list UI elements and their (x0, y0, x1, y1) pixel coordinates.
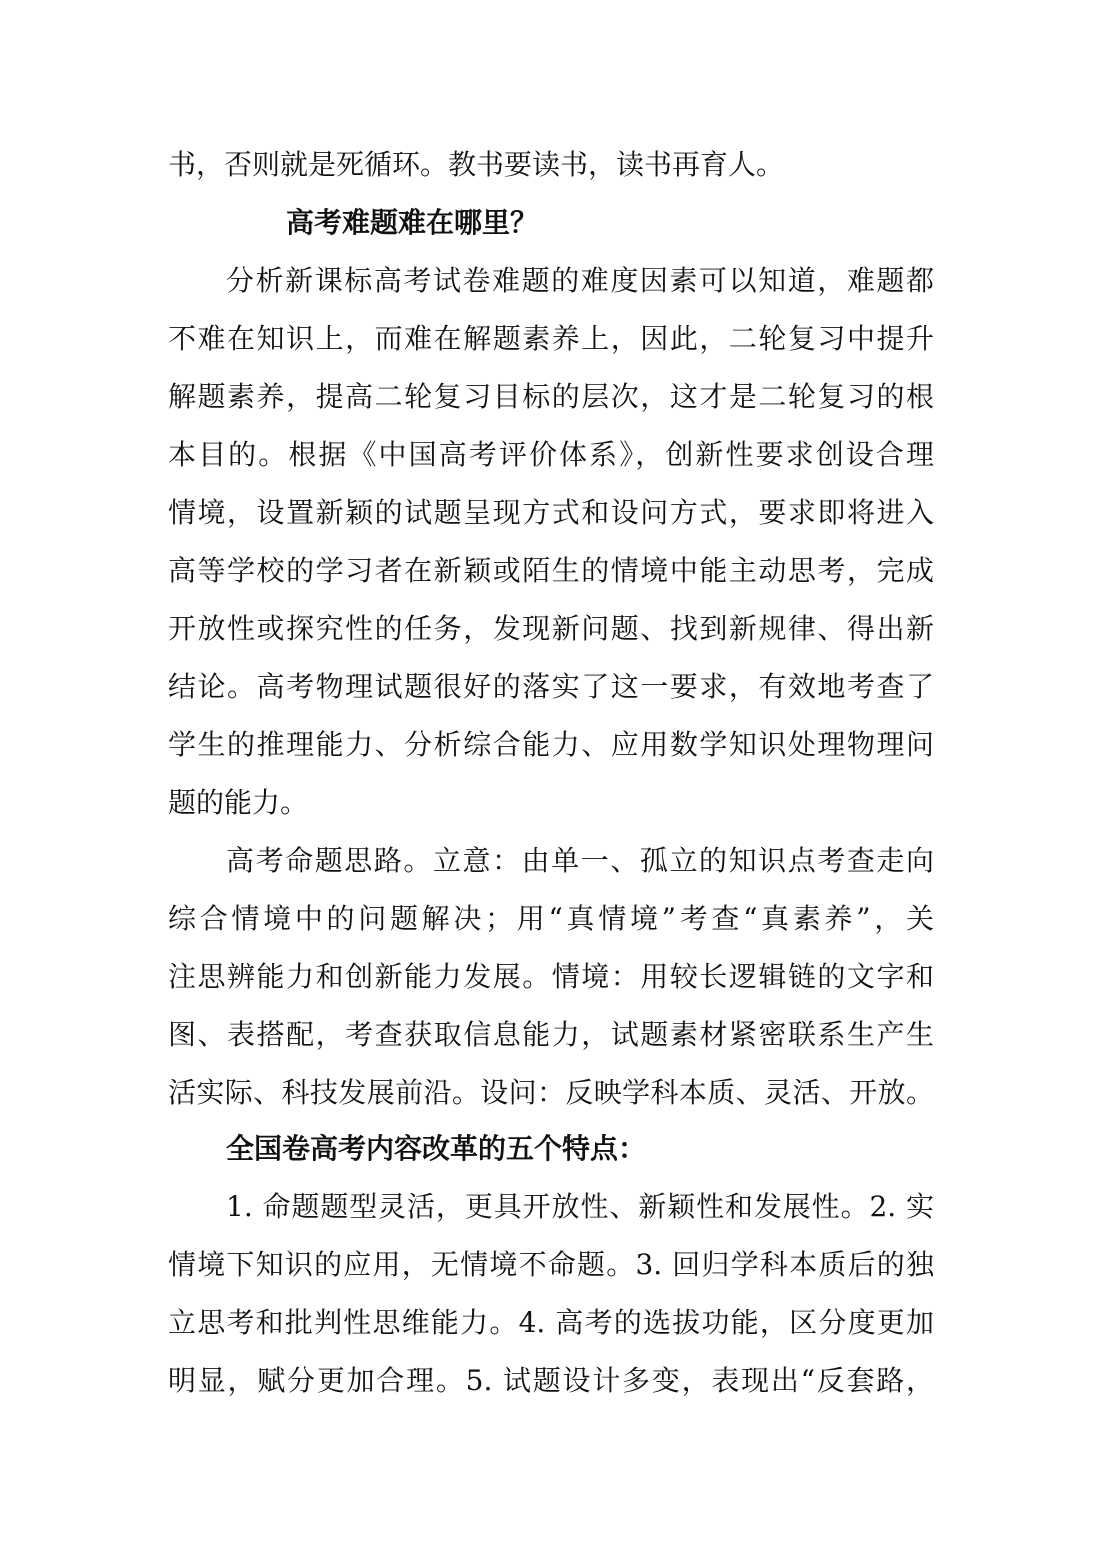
paragraph-line: 不难在知识上，而难在解题素养上，因此，二轮复习中提升 (168, 322, 934, 355)
paragraph-line: 图、表搭配，考查获取信息能力，试题素材紧密联系生产生 (168, 1018, 934, 1051)
paragraph-line: 本目的。根据《中国高考评价体系》，创新性要求创设合理 (168, 438, 934, 471)
paragraph-line: 学生的推理能力、分析综合能力、应用数学知识处理物理问 (168, 728, 934, 761)
paragraph-line: 立思考和批判性思维能力。4. 高考的选拔功能，区分度更加 (168, 1306, 934, 1339)
paragraph-line: 高考命题思路。立意：由单一、孤立的知识点考查走向 (226, 844, 934, 877)
paragraph-line: 活实际、科技发展前沿。设问：反映学科本质、灵活、开放。 (168, 1076, 934, 1109)
paragraph-line: 综合情境中的问题解决；用“真情境”考查“真素养”，关 (168, 902, 934, 935)
paragraph-line: 1. 命题题型灵活，更具开放性、新颖性和发展性。2. 实 (226, 1190, 934, 1223)
paragraph-line: 解题素养，提高二轮复习目标的层次，这才是二轮复习的根 (168, 380, 934, 413)
section-heading: 高考难题难在哪里？ (286, 206, 539, 239)
section-heading: 全国卷高考内容改革的五个特点： (226, 1132, 647, 1165)
paragraph-line: 情境下知识的应用，无情境不命题。3. 回归学科本质后的独 (168, 1248, 934, 1281)
paragraph-line: 高等学校的学习者在新颖或陌生的情境中能主动思考，完成 (168, 554, 934, 587)
paragraph-line: 明显，赋分更加合理。5. 试题设计多变，表现出“反套路， (168, 1364, 934, 1397)
paragraph-line: 开放性或探究性的任务，发现新问题、找到新规律、得出新 (168, 612, 934, 645)
paragraph-line: 题的能力。 (168, 786, 309, 819)
paragraph-line: 结论。高考物理试题很好的落实了这一要求，有效地考查了 (168, 670, 934, 703)
paragraph-line: 分析新课标高考试卷难题的难度因素可以知道，难题都 (226, 264, 934, 297)
paragraph-line: 情境，设置新颖的试题呈现方式和设问方式，要求即将进入 (168, 496, 934, 529)
paragraph-line: 书，否则就是死循环。教书要读书，读书再育人。 (168, 148, 785, 181)
paragraph-line: 注思辨能力和创新能力发展。情境：用较长逻辑链的文字和 (168, 960, 934, 993)
